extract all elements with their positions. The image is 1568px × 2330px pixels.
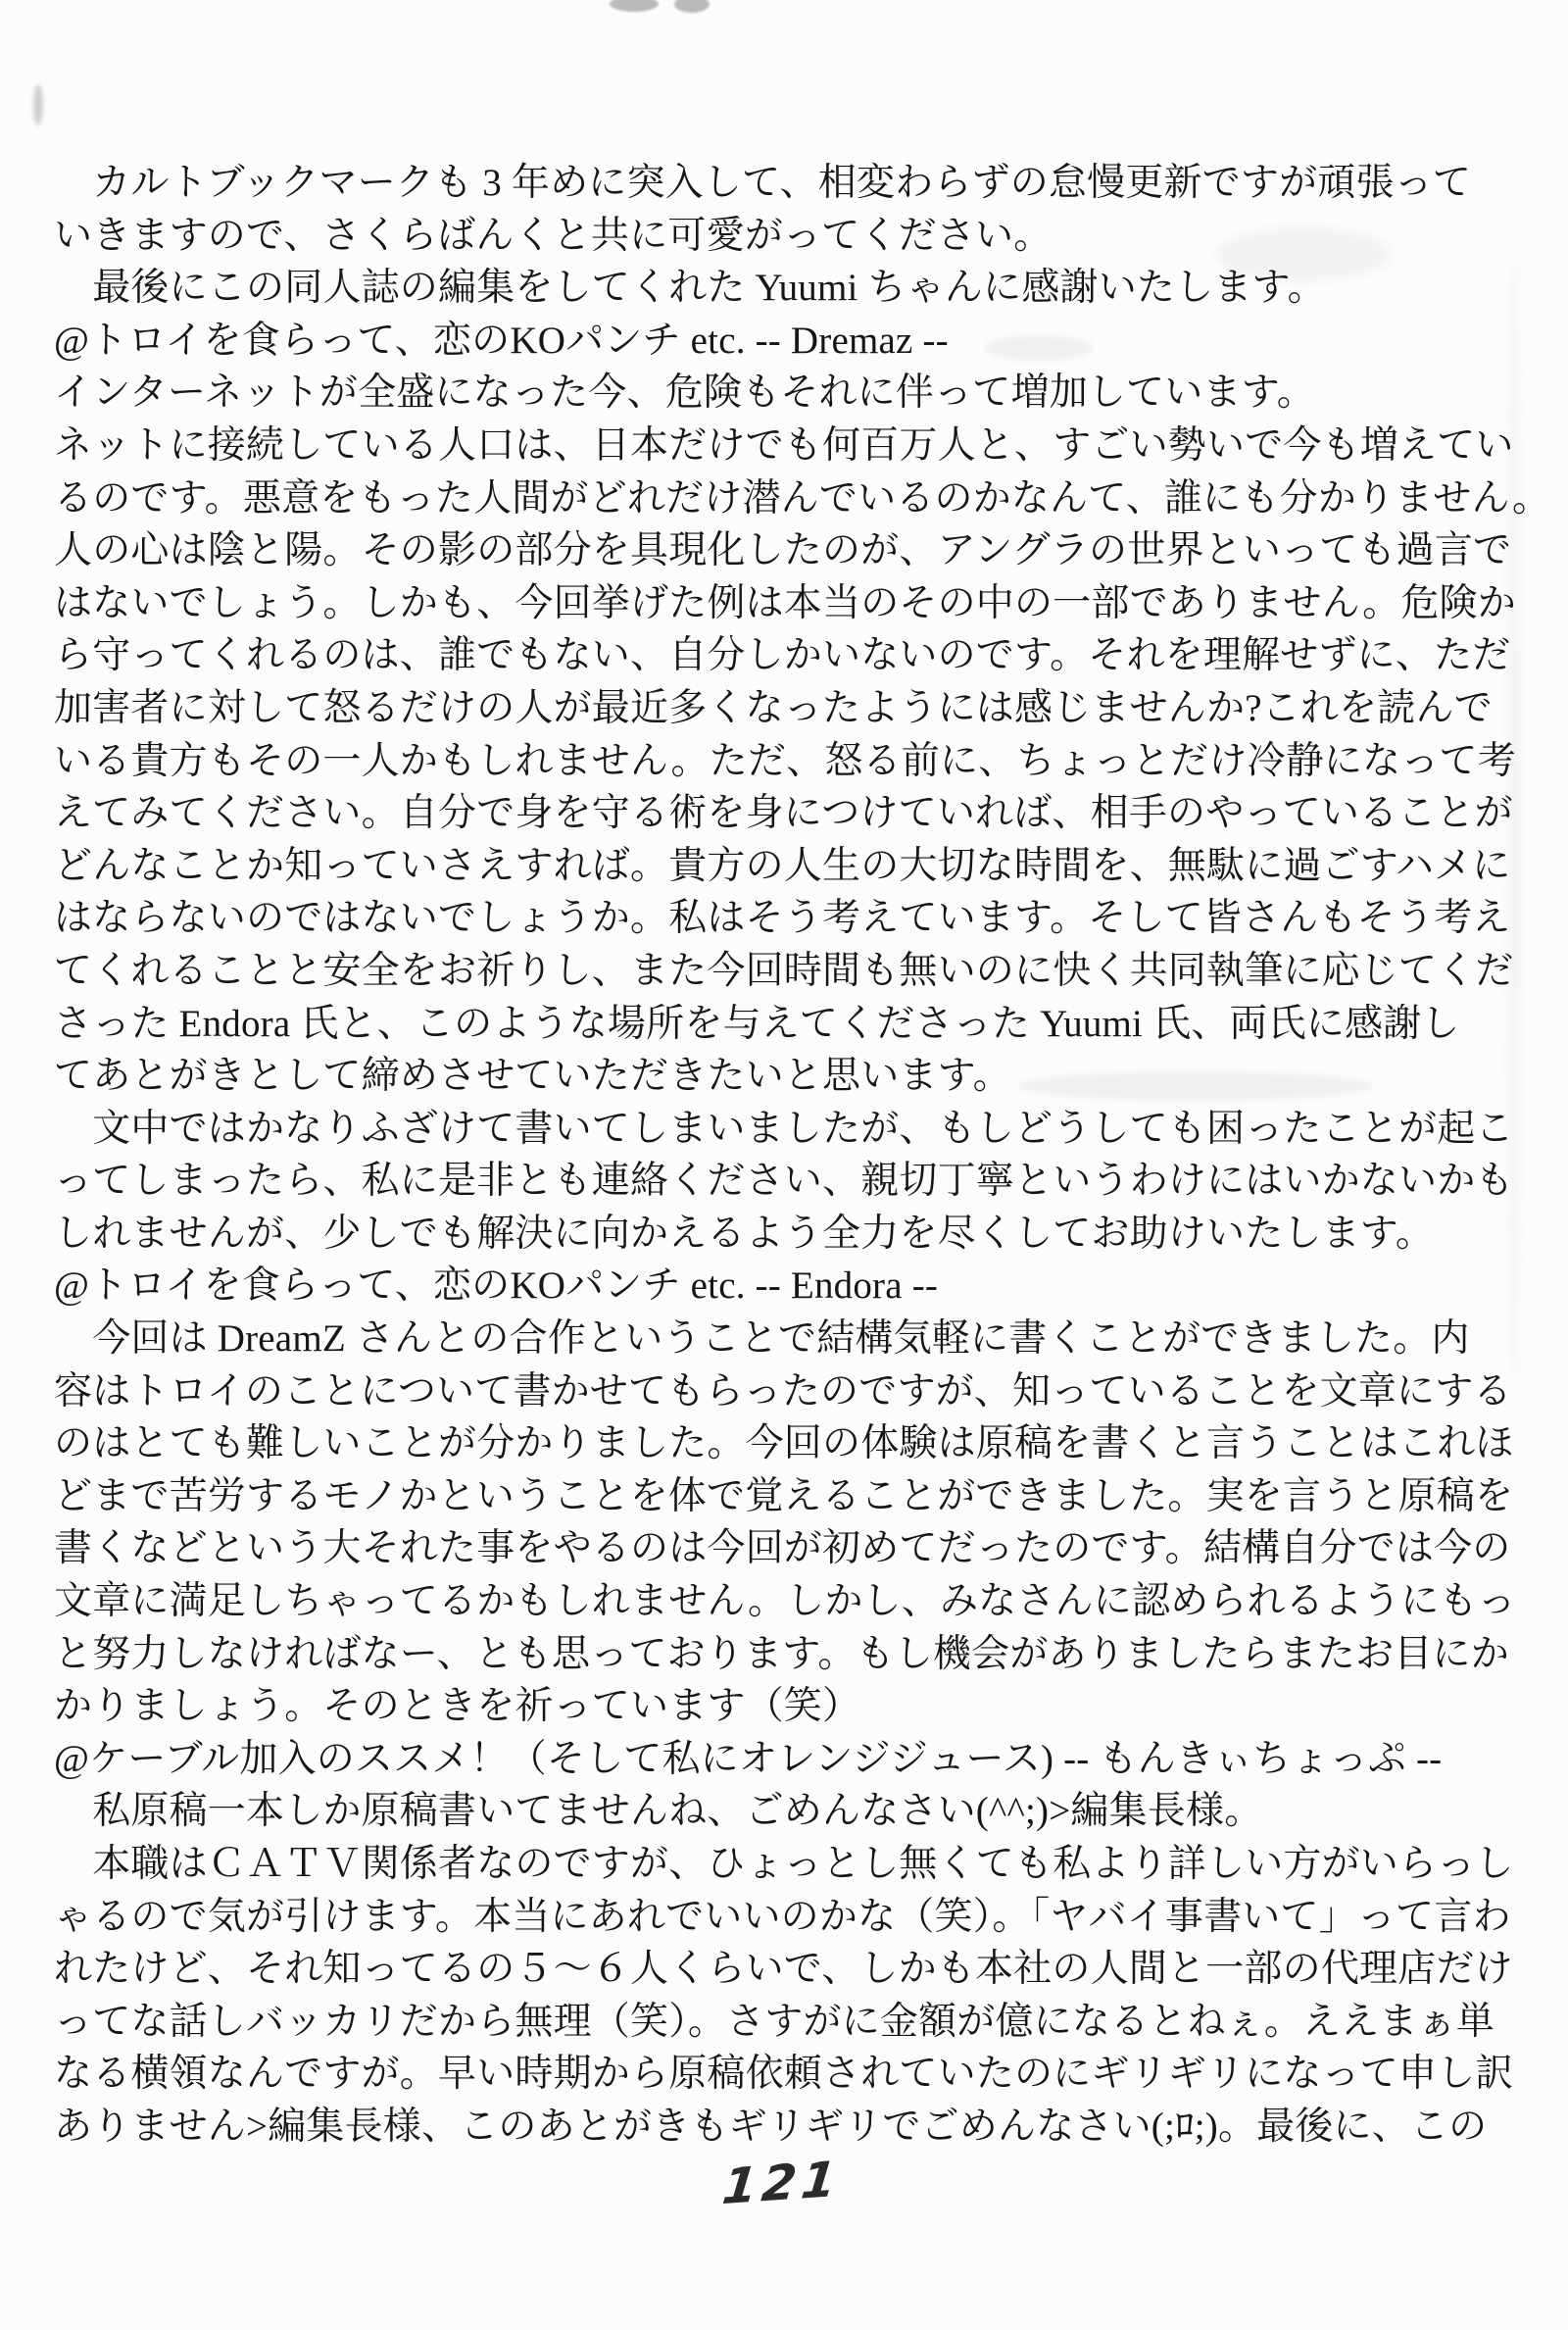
text-line: いきますので、さくらばんくと共に可愛がってください。 — [54, 214, 1053, 257]
text-line: ゃるので気が引けます。本当にあれでいいのかな（笑）。「ヤバイ事書いて」って言わ — [54, 1895, 1511, 1938]
scan-artifact — [674, 0, 710, 13]
text-line: 最後にこの同人誌の編集をしてくれた Yuumi ちゃんに感謝いたします。 — [54, 267, 1326, 310]
text-line: 今回は DreamZ さんとの合作ということで結構気軽に書くことができました。内 — [54, 1317, 1470, 1361]
scan-artifact — [33, 84, 43, 125]
text-line: るのです。悪意をもった人間がどれだけ潜んでいるのかなんて、誰にも分かりません。 — [54, 476, 1551, 520]
text-line: れたけど、それ知ってるの５～６人くらいで、しかも本社の人間と一部の代理店だけ — [54, 1948, 1513, 1991]
text-line: 本職はＣＡＴＶ関係者なのですが、ひょっとし無くても私より詳しい方がいらっし — [54, 1843, 1514, 1885]
text-line: 書くなどという大それた事をやるのは今回が初めてだったのです。結構自分では今の — [54, 1527, 1511, 1570]
text-line: しれませんが、少しでも解決に向かえるよう全力を尽くしてお助けいたします。 — [54, 1212, 1435, 1255]
text-line: 容はトロイのことについて書かせてもらったのですが、知っていることを文章にする — [54, 1369, 1512, 1413]
text-line: なる横領なんですが。早い時期から原稿依頼されていたのにギリギリになって申し訳 — [54, 2053, 1514, 2096]
text-line: ってしまったら、私に是非とも連絡ください、親切丁寧というわけにはいかないかも — [54, 1160, 1514, 1203]
text-line: 人の心は陰と陽。その影の部分を具現化したのが、アングラの世界といっても過言で — [54, 529, 1512, 572]
text-line: 文中ではかなりふざけて書いてしまいましたが、もしどうしても困ったことが起こ — [54, 1107, 1514, 1150]
section-heading: @ケーブル加入のススメ！（そして私にオレンジジュース) -- もんきぃちょっぷ -- — [54, 1737, 1443, 1780]
scan-artifact — [610, 0, 659, 12]
text-line: てくれることと安全をお祈りし、また今回時間も無いのに快く共同執筆に応じてくだ — [54, 949, 1514, 992]
text-line: ら守ってくれるのは、誰でもない、自分しかいないのです。それを理解せずに、ただ — [54, 634, 1511, 677]
text-line: かりましょう。そのときを祈っています（笑） — [54, 1685, 861, 1728]
text-line: 加害者に対して怒るだけの人が最近多くなったようには感じませんか?これを読んで — [54, 686, 1493, 729]
text-line: てあとがきとして締めさせていただきたいと思います。 — [54, 1055, 1011, 1098]
section-heading: @トロイを食らって、恋のKOパンチ etc. -- Endora -- — [54, 1264, 939, 1308]
text-line: ってな話しバッカリだから無理（笑）。さすがに金額が億になるとねぇ。ええまぁ単 — [54, 2000, 1495, 2043]
text-line: ネットに接続している人口は、日本だけでも何百万人と、すごい勢いで今も増えてい — [54, 423, 1514, 467]
text-line: さった Endora 氏と、このような場所を与えてくださった Yuumi 氏、両氏に感謝し — [54, 1002, 1460, 1045]
text-line: どまで苦労するモノかということを体で覚えることができました。実を言うと原稿を — [54, 1474, 1514, 1517]
text-line: えてみてください。自分で身を守る術を身につけていれば、相手のやっていることが — [54, 792, 1513, 835]
text-line: どんなことか知っていさえすれば。貴方の人生の大切な時間を、無駄に過ごすハメに — [54, 844, 1511, 887]
text-line: 文章に満足しちゃってるかもしれません。しかし、みなさんに認められるようにもっ — [54, 1580, 1516, 1623]
afterword-text — [54, 157, 1551, 2154]
text-line: ありません>編集長様、このあとがきもギリギリでごめんなさい(;ﾛ;)。最後に、この — [54, 2105, 1488, 2148]
text-line: 私原稿一本しか原稿書いてませんね、ごめんなさい(^^;)>編集長様。 — [54, 1790, 1263, 1833]
text-line: と努力しなければなー、とも思っております。もし機会がありましたらまたお目にか — [54, 1632, 1509, 1675]
page-number: 121 — [719, 2150, 845, 2216]
text-line: はならないのではないでしょうか。私はそう考えています。そして皆さんもそう考え — [54, 897, 1511, 940]
section-heading: @トロイを食らって、恋のKOパンチ etc. -- Dremaz -- — [54, 319, 949, 362]
text-line: はないでしょう。しかも、今回挙げた例は本当のその中の一部でありません。危険か — [54, 581, 1516, 624]
text-line: いる貴方もその一人かもしれません。ただ、怒る前に、ちょっとだけ冷静になって考 — [54, 739, 1516, 782]
text-line: インターネットが全盛になった今、危険もそれに伴って増加しています。 — [54, 372, 1315, 415]
text-line: のはとても難しいことが分かりました。今回の体験は原稿を書くと言うことはこれほ — [54, 1422, 1514, 1465]
text-line: カルトブックマークも 3 年めに突入して、相変わらずの怠慢更新ですが頑張って — [54, 162, 1472, 204]
